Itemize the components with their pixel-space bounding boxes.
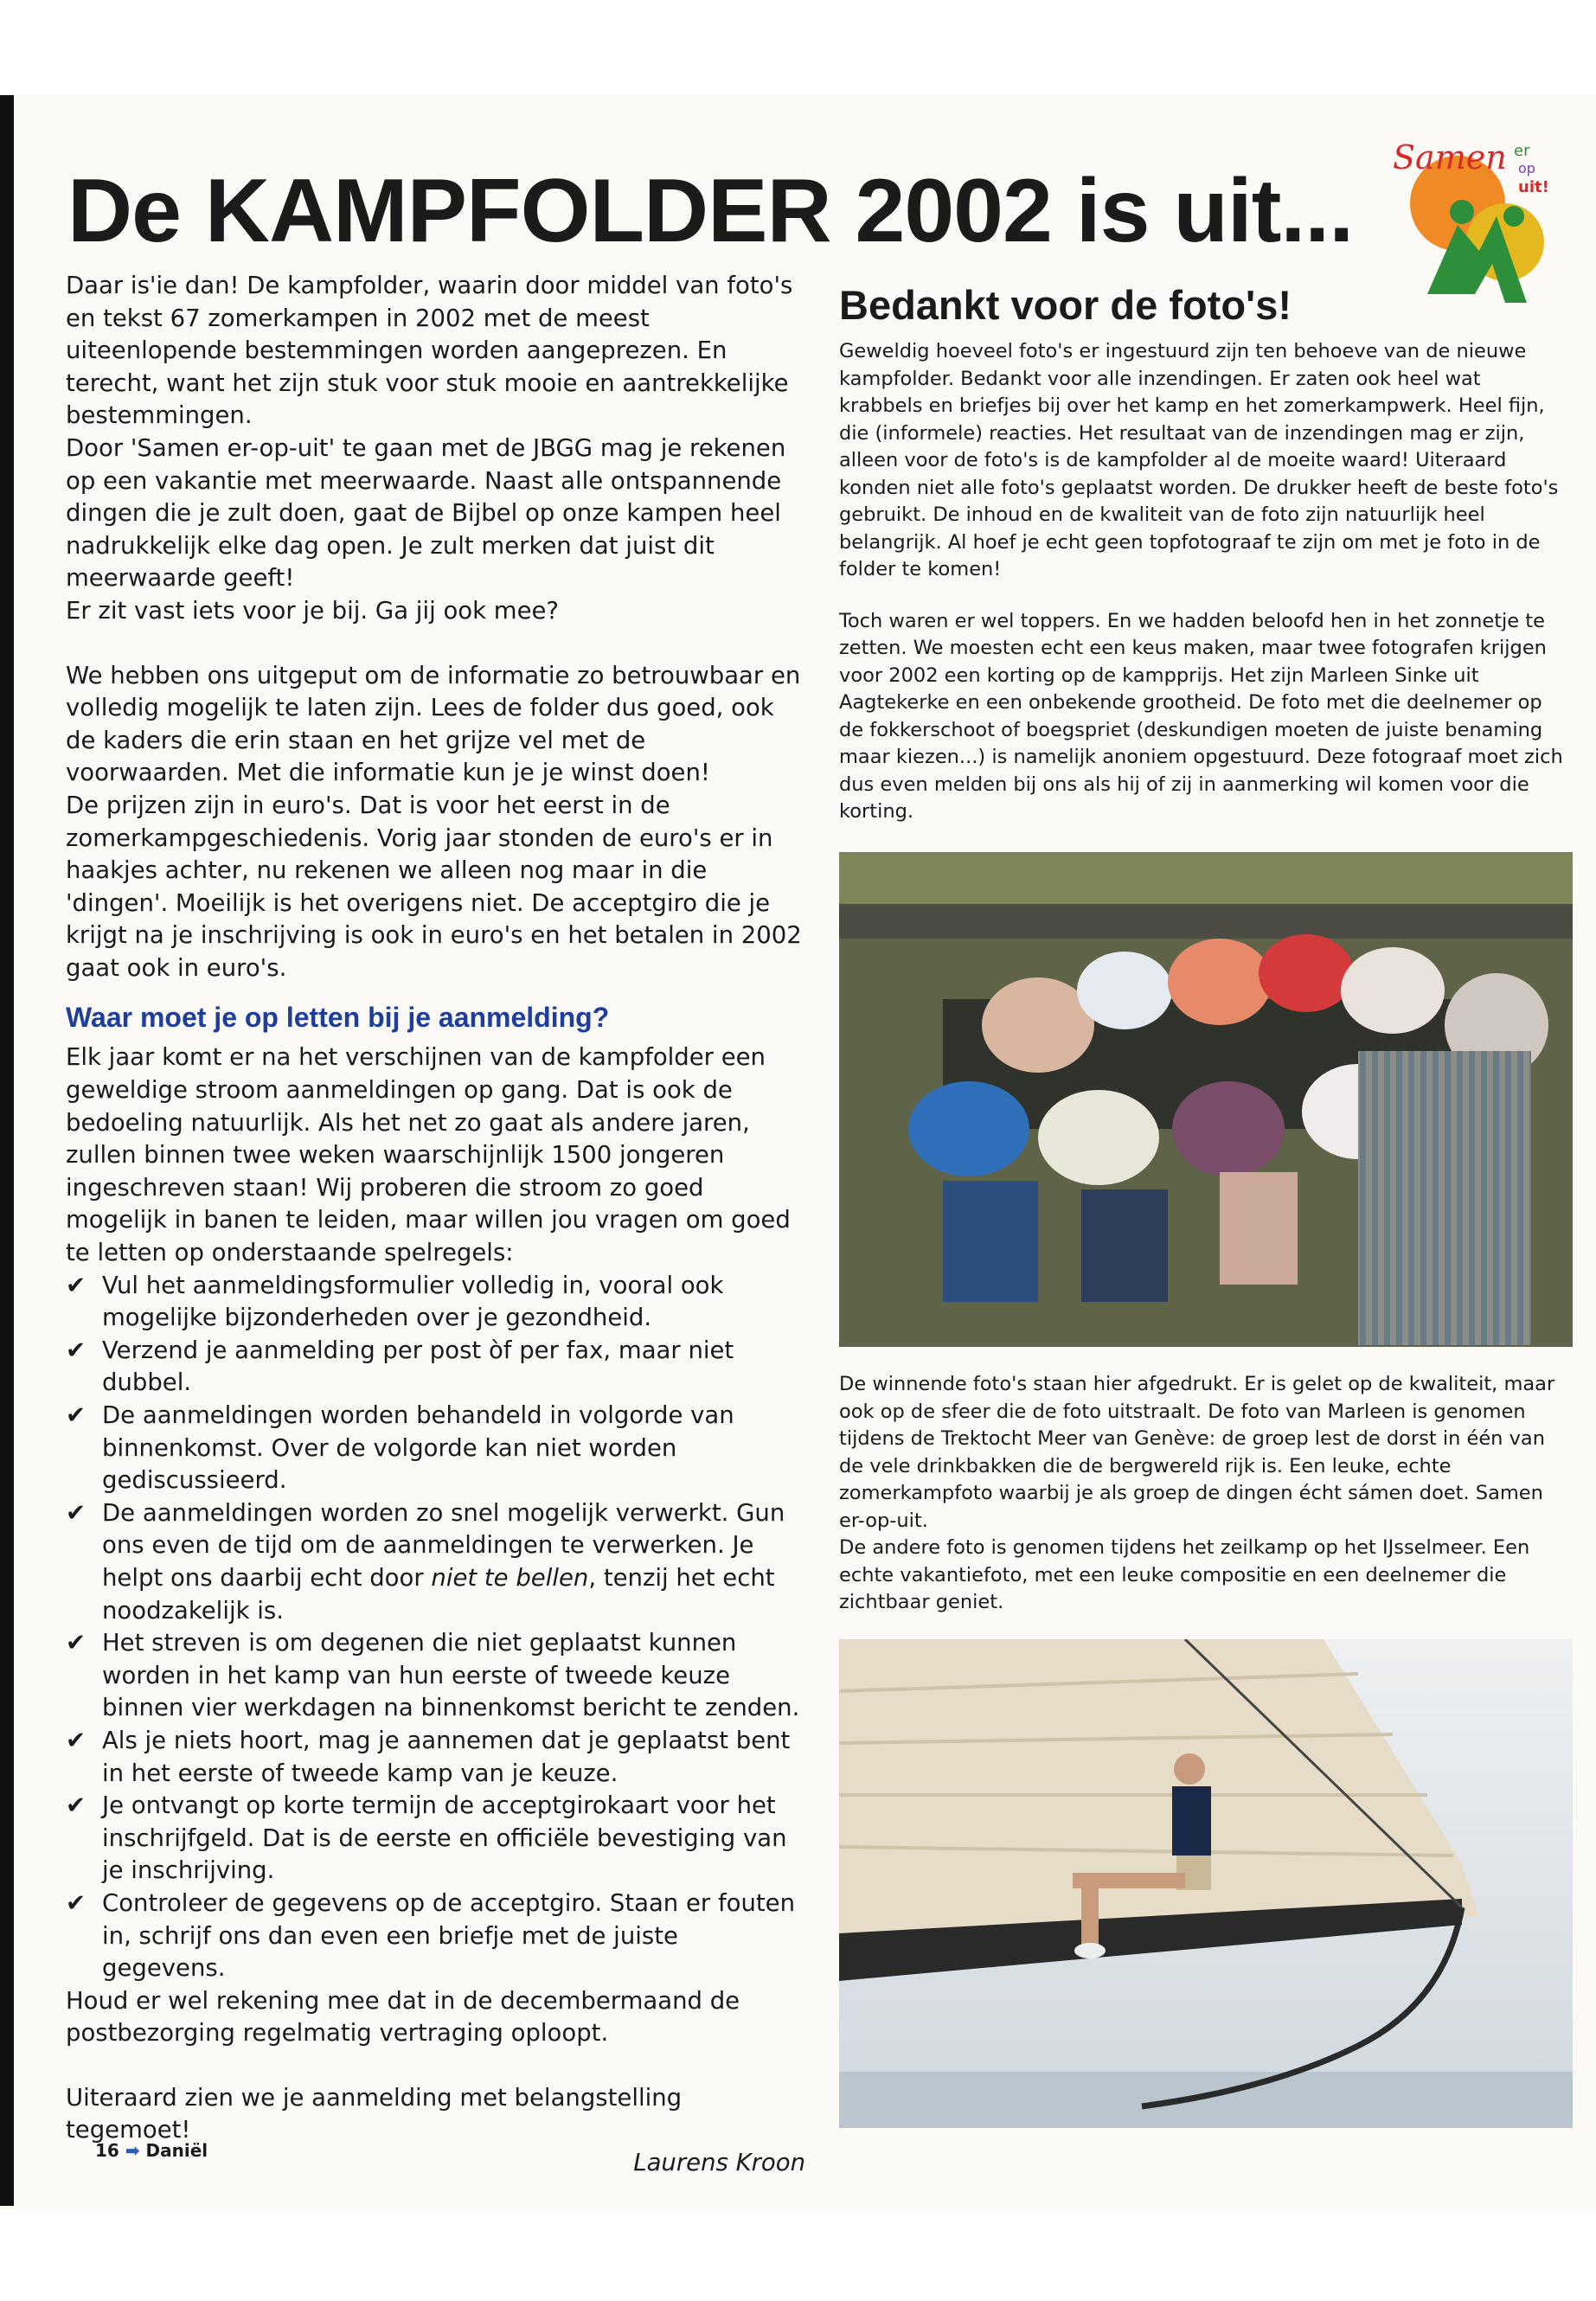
list-item: ✔ Je ontvangt op korte termijn de acceptgirokaart voor het inschrijfgeld. Dat is de eerste en officiële bevestiging van je inschrijving.: [66, 1791, 787, 1885]
list-item: ✔ Verzend je aanmelding per post òf per fax, maar niet dubbel.: [66, 1336, 734, 1397]
author-signature: Laurens Kroon: [633, 2149, 805, 2177]
list-item: ✔ De aanmeldingen worden behandeld in volgorde van binnenkomst. Over de volgorde kan niet worden gediscussieerd.: [66, 1401, 734, 1495]
euro-paragraph: De prijzen zijn in euro's. Dat is voor het eerst in de zomerkampgeschiedenis. Vorig jaar stonden de euro's er in haakjes achter, nu rekenen we alleen nog maar in die 'dingen'. Moeilijk is het overigens niet. De acceptgiro die je krijgt na je inschrijving is ook in euro's en het betalen in 2002 gaat ook in euro's.: [66, 791, 802, 982]
checkmark-icon: ✔: [66, 1401, 87, 1429]
arrow-icon: ➡: [125, 2140, 140, 2161]
page-footer: [95, 2140, 208, 2161]
checkmark-icon: ✔: [66, 1629, 87, 1657]
page-number: 16: [95, 2140, 119, 2161]
caption-paragraph-2: De andere foto is genomen tijdens het zeilkamp op het IJsselmeer. Een echte vakantiefoto, met een leuke compositie en een deelnemer die zichtbaar geniet.: [839, 1536, 1530, 1613]
right-column: [839, 281, 1567, 826]
checkmark-icon: ✔: [66, 1791, 87, 1820]
magazine-name: Daniël: [145, 2140, 208, 2161]
info-paragraph: We hebben ons uitgeput om de informatie zo betrouwbaar en volledig mogelijk te laten zijn. Lees de folder dus goed, ook de kaders die erin staan en het grijze vel met de voorwaarden. Met die informatie kun je je winst doen!: [66, 661, 801, 787]
list-item: ✔ Vul het aanmeldingsformulier volledig in, vooral ook mogelijke bijzonderheden over je gezondheid.: [66, 1271, 724, 1332]
logo-text-uit: uit!: [1518, 178, 1549, 196]
list-item: ✔ Het streven is om degenen die niet geplaatst kunnen worden in het kamp van hun eerste of tweede keuze binnen vier werkdagen na binnenkomst bericht te zenden.: [66, 1629, 800, 1722]
checkmark-icon: ✔: [66, 1888, 87, 1917]
section-heading: Waar moet je op letten bij je aanmelding?: [66, 1002, 610, 1034]
logo-text-samen: Samen: [1393, 138, 1507, 176]
caption-paragraph-1: De winnende foto's staan hier afgedrukt. Er is gelet op de kwaliteit, maar ook op de sfeer die de foto uitstraalt. De foto van Marleen is genomen tijdens de Trektocht Meer van Genève: de groep lest de dorst in één van de vele drinkbakken die de bergwereld rijk is. Een leuke, echte zomerkampfoto waarbij je als groep de dingen écht sámen doet. Samen er-op-uit.: [839, 1373, 1555, 1532]
checkmark-icon: ✔: [66, 1726, 87, 1754]
photos-heading: Bedankt voor de foto's!: [839, 282, 1292, 328]
closing-paragraph: Uiteraard zien we je aanmelding met belangstelling tegemoet!: [66, 2083, 683, 2144]
scan-edge: [0, 95, 14, 2206]
thanks-paragraph: Geweldig hoeveel foto's er ingestuurd zijn ten behoeve van de nieuwe kampfolder. Bedankt voor alle inzendingen. Er zaten ook heel wat krabbels en briefjes bij over het kamp en het zomerkampwerk. Heel fijn, die (informele) reacties. Het resultaat van de inzendingen mag er zijn, alleen voor de foto's is de kampfolder al de moeite waard! Uiteraard konden niet alle foto's geplaatst worden. De drukker heeft de beste foto's gebruikt. De inhoud en de kwaliteit van de foto zijn natuurlijk heel belangrijk. Al hoef je echt geen topfotograaf te zijn om met je foto in de folder te komen!: [839, 340, 1559, 580]
intro-paragraph: Daar is'ie dan! De kampfolder, waarin door middel van foto's en tekst 67 zomerkampen in 2002 met de meest uiteenlopende bestemmingen worden aangeprezen. En terecht, want het zijn stuk voor stuk mooie en aantrekkelijke bestemmingen.: [66, 272, 793, 430]
sailing-photo: [839, 1639, 1573, 2128]
question-paragraph: Er zit vast iets voor je bij. Ga jij ook mee?: [66, 596, 560, 625]
post-paragraph: Houd er wel rekening mee dat in de decembermaand de postbezorging regelmatig vertraging oploopt.: [66, 1986, 740, 2048]
left-column: [66, 270, 805, 2180]
list-item: ✔ Controleer de gegevens op de acceptgiro. Staan er fouten in, schrijf ons dan even een briefje met de juiste gegevens.: [66, 1888, 796, 1983]
samen-paragraph: Door 'Samen er-op-uit' te gaan met de JBGG mag je rekenen op een vakantie met meerwaarde. Naast alle ontspannende dingen die je zult doen, gaat de Bijbel op onze kampen heel nadrukkelijk elke dag open. Je zult merken dat juist dit meerwaarde geeft!: [66, 433, 786, 593]
photo-caption: [839, 1371, 1567, 1617]
checkmark-icon: ✔: [66, 1271, 87, 1299]
logo-text-er: er: [1514, 142, 1530, 160]
rules-list: [66, 1270, 805, 1985]
checkmark-icon: ✔: [66, 1336, 87, 1364]
registration-paragraph: Elk jaar komt er na het verschijnen van de kampfolder een geweldige stroom aanmeldingen op gang. Dat is ook de bedoeling natuurlijk. Als het net zo gaat als andere jaren, zullen binnen twee weken waarschijnlijk 1500 jongeren ingeschreven staan! Wij proberen die stroom zo goed mogelijk in banen te leiden, maar willen jou vragen om goed te letten op onderstaande spelregels:: [66, 1043, 791, 1267]
list-item: ✔ Als je niets hoort, mag je aannemen dat je geplaatst bent in het eerste of tweede kamp van je keuze.: [66, 1726, 791, 1787]
page-title: De KAMPFOLDER 2002 is uit...: [67, 161, 1354, 261]
winners-paragraph: Toch waren er wel toppers. En we hadden beloofd hen in het zonnetje te zetten. We moesten echt een keus maken, maar twee fotografen krijgen voor 2002 een korting op de kampprijs. Het zijn Marleen Sinke uit Aagtekerke en een onbekende grootheid. De foto met die deelnemer op de fokkerschoot of boegspriet (deskundigen moeten de juiste benaming maar kiezen...) is namelijk anoniem opgestuurd. Deze fotograaf moet zich dus even melden bij ons als hij of zij in aanmerking wil komen voor die korting.: [839, 609, 1563, 823]
checkmark-icon: ✔: [66, 1498, 87, 1527]
group-drinking-photo: [839, 852, 1573, 1347]
list-item: ✔ De aanmeldingen worden zo snel mogelijk verwerkt. Gun ons even de tijd om de aanmeldingen te verwerken. Je helpt ons daarbij echt door niet te bellen, tenzij het echt noodzakelijk is.: [66, 1498, 785, 1625]
logo-text-op: op: [1518, 160, 1535, 176]
